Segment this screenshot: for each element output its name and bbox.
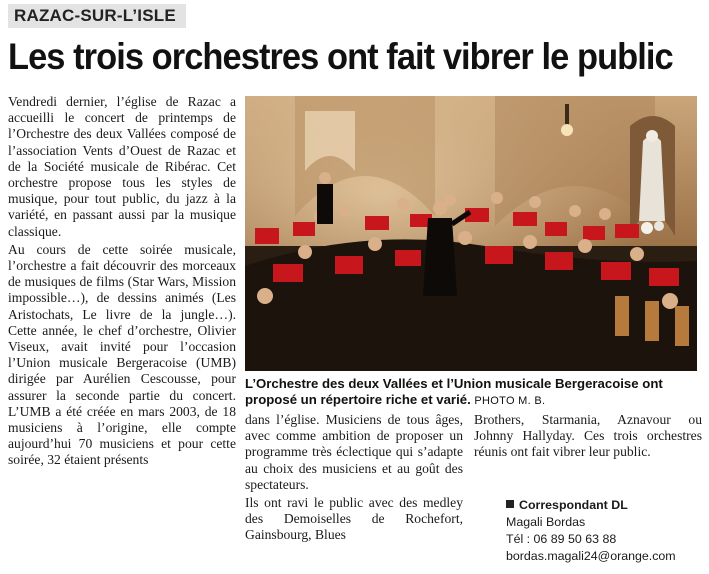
correspondent-phone: Tél : 06 89 50 63 88 [506, 532, 617, 546]
article-paragraph: Brothers, Starmania, Aznavour ou Johnny Hallyday. Ces trois orchestres réunis ont fait vibrer leur public. [474, 412, 702, 460]
correspondent-name: Magali Bordas [506, 515, 586, 529]
article-column-3 [474, 412, 702, 461]
section-label: RAZAC-SUR-L’ISLE [8, 4, 186, 28]
article-column-1 [8, 94, 236, 570]
photo-caption [245, 376, 701, 409]
photo-credit: PHOTO M. B. [474, 395, 546, 407]
square-bullet-icon [506, 500, 514, 508]
article-paragraph: dans l’église. Musiciens de tous âges, avec comme ambition de proposer un programme très éclectique qui s’adapte au choix des musiciens et au goût des spectateurs. [245, 412, 463, 492]
correspondent-title [506, 497, 706, 514]
correspondent-title-text: Correspondant DL [519, 498, 628, 512]
concert-photo [245, 96, 697, 371]
article-column-2 [245, 412, 463, 544]
concert-photo-illustration [245, 96, 697, 371]
headline: Les trois orchestres ont fait vibrer le public [8, 36, 673, 77]
caption-text: L’Orchestre des deux Vallées et l’Union musicale Bergeracoise ont proposé un répertoire riche et varié. [245, 376, 663, 407]
article-paragraph: Au cours de cette soirée musicale, l’orchestre a fait découvrir des morceaux de musiques de films (Star Wars, Mission impossible…), de dessins animés (Les Aristochats, Le livre de la jungle…). Cette année, le chef d’orchestre, Olivier Viseux, avait invité pour l’occasion l’Union musicale Bergeracoise (UMB) dirigée par Aurélien Cescousse, pour assurer la seconde partie du concert. L’UMB a été créée en mars 2003, de 18 musiciens à l’origine, elle compte aujourd’hui 70 musiciens et pour cette soirée, 32 étaient présents [8, 241, 236, 468]
correspondent-email: bordas.magali24@orange.com [506, 549, 676, 563]
correspondent-box [506, 497, 706, 565]
article-paragraph: Vendredi dernier, l’église de Razac a accueilli le concert de printemps de l’Orchestre des deux Vallées composé de l’association Vents d’Ouest de Razac et de la Société musicale de Ribérac. Cet orchestre propose tous les styles de musique, pour tout public, du jazz à la variété, en passant aussi par la musique classique. [8, 94, 236, 239]
article-paragraph: Ils ont ravi le public avec des medley des Demoiselles de Rochefort, Gainsbourg, Blues [245, 495, 463, 543]
